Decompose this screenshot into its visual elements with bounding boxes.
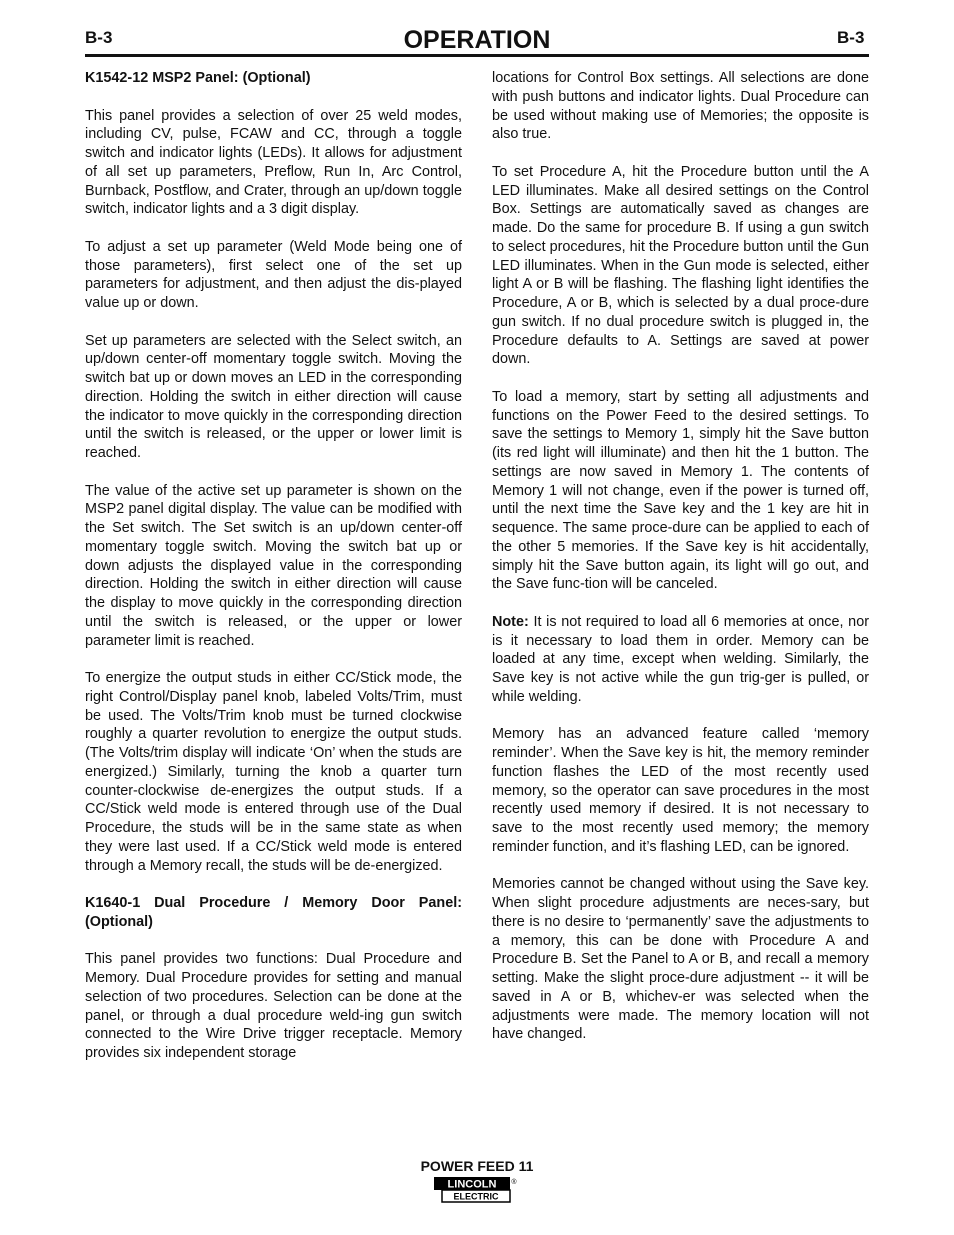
paragraph: This panel provides two functions: Dual Procedure and Memory. Dual Procedure provides for setting and manual selection of two procedures. Selection can be done at the panel, or through a dual procedure weld-ing gun switch connected to the Wire Drive trigger receptacle. Memory provides six independent storage (85, 951, 462, 1061)
page-title: OPERATION (403, 26, 551, 54)
page-number-right: B-3 (837, 28, 865, 47)
lincoln-electric-logo (433, 1176, 519, 1204)
paragraph: locations for Control Box settings. All selections are done with push buttons and indicator lights. Dual Procedure can be used without making use of Memories; the opposite is also true. (492, 70, 869, 143)
right-column (492, 69, 869, 1063)
page-number-left: B-3 (85, 28, 113, 47)
note-text: It is not required to load all 6 memories at once, nor is it necessary to load them in order. Memory can be loaded at any time, except when welding. Similarly, the Save key is not active while the gun trig-ger is pulled, or while welding. (492, 613, 869, 705)
paragraph: Set up parameters are selected with the Select switch, an up/down center-off momentary toggle switch. Moving the switch bat up or down moves an LED in the corresponding direction. Holding the switch in either direction will cause the indicator to move quickly in the corresponding direction until the switch is released, or the upper or lower limit is reached. (85, 332, 462, 461)
header-rule (85, 54, 869, 57)
footer-product-name: POWER FEED 11 (420, 1158, 534, 1174)
registered-mark: ® (511, 1179, 517, 1186)
logo-text-bottom: ELECTRIC (453, 1191, 499, 1202)
section-heading-dual-procedure: K1640-1 Dual Procedure / Memory Door Panel: (Optional) (85, 895, 462, 930)
paragraph: The value of the active set up parameter is shown on the MSP2 panel digital display. The value can be modified with the Set switch. The Set switch is an up/down center-off momentary toggle switch. Moving the switch bat up or down adjusts the displayed value in the corresponding direction. Holding the switch in either direction will cause the display to move quickly in the corresponding direction until the switch is released, or the upper or lower parameter limit is reached. (85, 482, 462, 649)
logo-text-top: LINCOLN (447, 1178, 497, 1191)
paragraph: To set Procedure A, hit the Procedure button until the A LED illuminates. Make all desired settings on the Control Box. Settings are automatically saved as changes are made. Do the same for procedure B. If using a gun switch to select procedures, hit the Procedure button until the Gun LED illuminates. When in the Gun mode is selected, either light A or B will be flashing. The flashing light identifies the Procedure, A or B, which is selected by a dual proce-dure gun switch. If no dual procedure switch is plugged in, the Procedure defaults to A. Settings are saved at power down. (492, 163, 869, 368)
section-heading-msp2: K1542-12 MSP2 Panel: (Optional) (85, 70, 311, 86)
note-paragraph (492, 613, 869, 707)
paragraph: To adjust a set up parameter (Weld Mode being one of those parameters), first select one of the set up parameters for adjustment, and then adjust the dis-played value up or down. (85, 238, 462, 311)
paragraph: Memories cannot be changed without using the Save key. When slight procedure adjustments are neces-sary, but there is no desire to ‘permanently’ save the adjustments to a memory, this can be done with Procedure A and Procedure B. Set the Panel to A or B, and recall a memory setting. Make the slight proce-dure adjustment -- it will be saved in A or B, whichev-er was selected when the adjustments were made. The memory location will not have changed. (492, 876, 869, 1043)
note-label: Note: (492, 613, 529, 630)
paragraph: Memory has an advanced feature called ‘memory reminder’. When the Save key is hit, the memory reminder function flashes the LED of the most recently used memory, so the operator can save procedures in the most recently used memory if desired. It is not necessary to save to the most recently used memory; the memory reminder function, and it’s flashing LED, can be ignored. (492, 726, 869, 855)
left-column (85, 69, 462, 1082)
paragraph: To energize the output studs in either CC/Stick mode, the right Control/Display panel knob, labeled Volts/Trim, must be used. The Volts/Trim knob must be turned clockwise roughly a quarter revolution to energize the output studs. (The Volts/trim display will indicate ‘On’ when the studs are energized.) Similarly, turning the knob a quarter turn counter-clockwise de-energizes the output studs. If a CC/Stick weld mode is entered through use of the Dual Procedure, the studs will be in the same state as when they were last used. If a CC/Stick weld mode is entered through a Memory recall, the studs will be de-energized. (85, 670, 462, 874)
paragraph: To load a memory, start by setting all adjustments and functions on the Power Feed to the desired settings. To save the settings to Memory 1, simply hit the Save button (its red light will illuminate) and then hit the 1 button. The settings are now saved in Memory 1. The contents of Memory 1 will not change, even if the power is turned off, until the next time the Save key and the 1 key are hit in sequence. The same proce-dure can be applied to each of the other 5 memories. If the Save key is hit accidentally, simply hit the Save button again, its light will go out, and the Save func-tion will be canceled. (492, 388, 869, 593)
paragraph: This panel provides a selection of over 25 weld modes, including CV, pulse, FCAW and CC, through a toggle switch and indicator lights (LEDs). It allows for adjustment of all set up parameters, Preflow, Run In, Arc Control, Burnback, Postflow, and Crater, through an up/down toggle switch, indicator lights and a 3 digit display. (85, 107, 462, 218)
